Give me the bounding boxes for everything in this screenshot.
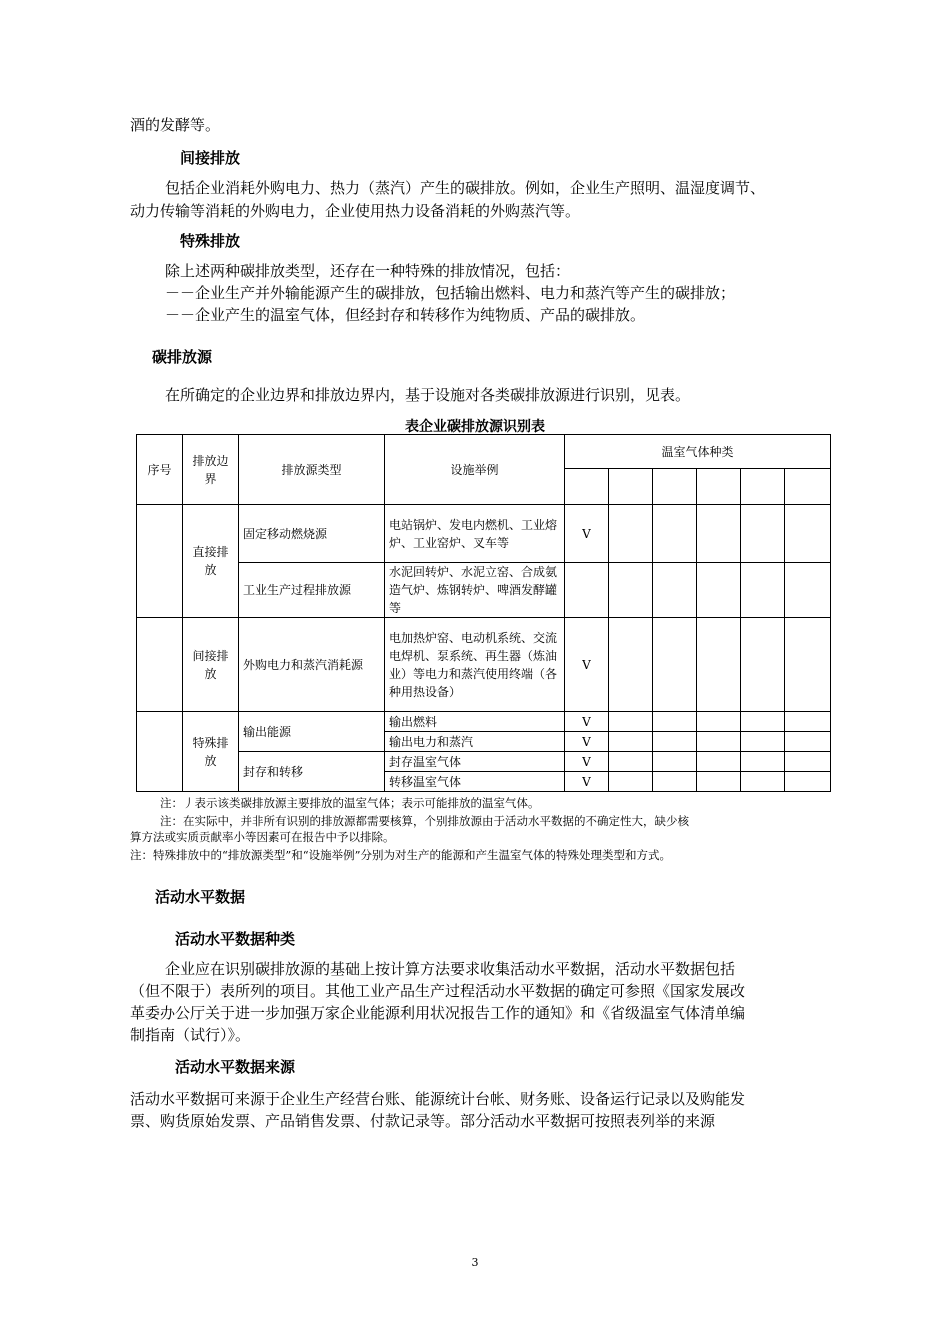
- paragraph-sources-line-1: 活动水平数据可来源于企业生产经营台账、能源统计台帐、财务账、设备运行记录以及购能发: [130, 1090, 746, 1108]
- boundary-indirect: 间接排放: [183, 618, 239, 712]
- emission-source-table: [136, 434, 831, 792]
- boundary-special: 特殊排放: [183, 712, 239, 792]
- mark-indirect: V: [565, 618, 609, 712]
- note-1: 注：丿表示该类碳排放源主要排放的温室气体；表示可能排放的温室气体。: [160, 796, 540, 810]
- header-no: 序号: [137, 435, 183, 505]
- type-combustion: 固定移动燃烧源: [239, 505, 385, 563]
- paragraph-special-line-1: 除上述两种碳排放类型，还存在一种特殊的排放情况，包括：: [165, 262, 571, 280]
- gas-cell: [609, 469, 653, 505]
- row-no-indirect: [137, 618, 183, 712]
- mark-transfer: V: [565, 772, 609, 792]
- paragraph-special-line-3: －－企业产生的温室气体，但经封存和转移作为纯物质、产品的碳排放。: [165, 306, 646, 324]
- mark-storage: V: [565, 752, 609, 772]
- heading-activity-types: 活动水平数据种类: [175, 930, 296, 948]
- type-indirect: 外购电力和蒸汽消耗源: [239, 618, 385, 712]
- header-row: [137, 435, 831, 469]
- note-2-line-2: 算方法或实质贡献率小等因素可在报告中予以排除。: [130, 830, 395, 844]
- paragraph-sources-line-2: 票、购货原始发票、产品销售发票、付款记录等。部分活动水平数据可按照表列举的来源: [130, 1112, 716, 1130]
- mark-combustion: V: [565, 505, 609, 563]
- gas-cell: [653, 469, 697, 505]
- table-row-indirect: [137, 618, 831, 712]
- paragraph-types-line-4: 制指南（试行）》。: [130, 1026, 251, 1044]
- type-storage-transfer: 封存和转移: [239, 752, 385, 792]
- heading-activity-sources: 活动水平数据来源: [175, 1058, 296, 1076]
- example-process: 水泥回转炉、水泥立窑、合成氨造气炉、炼钢转炉、啤酒发酵罐等: [385, 563, 565, 618]
- paragraph-fermentation-end: 酒的发酵等。: [130, 116, 221, 134]
- row-no-special: [137, 712, 183, 792]
- heading-special-emission: 特殊排放: [180, 232, 241, 250]
- paragraph-sources: 在所确定的企业边界和排放边界内，基于设施对各类碳排放源进行识别，见表。: [165, 386, 691, 404]
- example-combustion: 电站锅炉、发电内燃机、工业熔炉、工业窑炉、叉车等: [385, 505, 565, 563]
- boundary-direct: 直接排放: [183, 505, 239, 618]
- paragraph-indirect-line-1: 包括企业消耗外购电力、热力（蒸汽）产生的碳排放。例如，企业生产照明、温湿度调节、: [165, 179, 766, 197]
- heading-carbon-sources: 碳排放源: [152, 348, 213, 366]
- gas-cell: [785, 469, 831, 505]
- type-process: 工业生产过程排放源: [239, 563, 385, 618]
- paragraph-special-line-2: －－企业生产并外输能源产生的碳排放，包括输出燃料、电力和蒸汽等产生的碳排放；: [165, 284, 736, 302]
- example-indirect: 电加热炉窑、电动机系统、交流电焊机、泵系统、再生器（炼油业）等电力和蒸汽使用终端（各种用热设备）: [385, 618, 565, 712]
- example-transfer: 转移温室气体: [385, 772, 565, 792]
- table-row-special-2a: [137, 752, 831, 772]
- paragraph-types-line-1: 企业应在识别碳排放源的基础上按计算方法要求收集活动水平数据，活动水平数据包括: [165, 960, 736, 978]
- heading-indirect-emission: 间接排放: [180, 149, 241, 167]
- header-boundary: 排放边界: [183, 435, 239, 505]
- header-example: 设施举例: [385, 435, 565, 505]
- mark-export-fuel: V: [565, 712, 609, 732]
- table-row-special-1a: [137, 712, 831, 732]
- paragraph-types-line-3: 革委办公厅关于进一步加强万家企业能源利用状况报告工作的通知》和《省级温室气体清单编: [130, 1004, 746, 1022]
- table-row-direct-combustion: [137, 505, 831, 563]
- gas-cell: [741, 469, 785, 505]
- table-row-direct-process: [137, 563, 831, 618]
- page-number: 3: [471, 1256, 479, 1269]
- example-storage: 封存温室气体: [385, 752, 565, 772]
- type-export-energy: 输出能源: [239, 712, 385, 752]
- row-no-direct: [137, 505, 183, 618]
- table-title: 表企业碳排放源识别表: [405, 419, 545, 435]
- gas-cell: [565, 469, 609, 505]
- header-type: 排放源类型: [239, 435, 385, 505]
- heading-activity-data: 活动水平数据: [155, 888, 246, 906]
- header-gas-types: 温室气体种类: [565, 435, 831, 469]
- gas-cell: [697, 469, 741, 505]
- example-export-power: 输出电力和蒸汽: [385, 732, 565, 752]
- note-2-line-1: 注：在实际中，并非所有识别的排放源都需要核算，个别排放源由于活动水平数据的不确定性大，缺少核: [160, 814, 689, 828]
- paragraph-types-line-2: （但不限于）表所列的项目。其他工业产品生产过程活动水平数据的确定可参照《国家发展改: [130, 982, 746, 1000]
- note-3: 注：特殊排放中的“排放源类型”和“设施举例”分别为对生产的能源和产生温室气体的特殊处理类型和方式。: [130, 848, 672, 862]
- example-export-fuel: 输出燃料: [385, 712, 565, 732]
- paragraph-indirect-line-2: 动力传输等消耗的外购电力，企业使用热力设备消耗的外购蒸汽等。: [130, 202, 581, 220]
- mark-export-power: V: [565, 732, 609, 752]
